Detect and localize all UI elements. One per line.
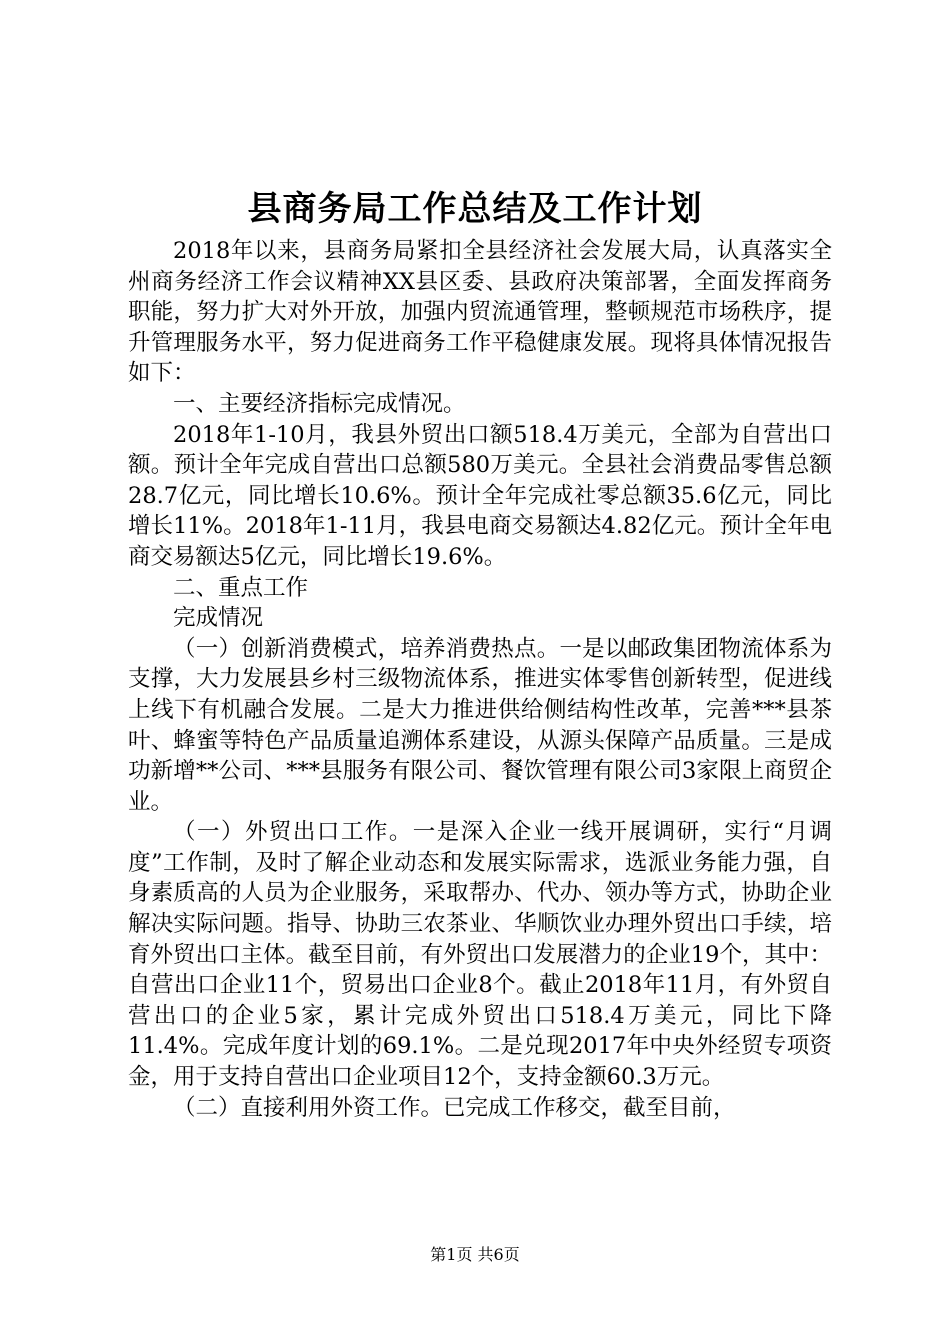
foreign-investment-paragraph: （二）直接利用外资工作。已完成工作移交，截至目前， xyxy=(173,1094,736,1121)
section-heading-key-work: 二、重点工作 xyxy=(173,574,309,601)
section-subheading-completion: 完成情况 xyxy=(173,605,264,632)
section-heading-indicators: 一、主要经济指标完成情况。 xyxy=(173,390,466,417)
page-number-footer: 第1页 共6页 xyxy=(430,1245,520,1264)
document-body xyxy=(128,236,832,1123)
consumption-paragraph: （一）创新消费模式，培养消费热点。一是以邮政集团物流体系为支撑，大力发展县乡村三级物流体系，推进实体零售创新转型，促进线上线下有机融合发展。二是大力推进供给侧结构性改革，完善***县茶叶、蜂蜜等特色产品质量追溯体系建设，从源头保障产品质量。三是成功新增**公司、***县服务有限公司、餐饮管理有限公司3家限上商贸企业。 xyxy=(128,635,832,815)
document-title: 县商务局工作总结及工作计划 xyxy=(247,189,703,229)
indicators-paragraph: 2018年1-10月，我县外贸出口额518.4万美元，全部为自营出口额。预计全年完成自营出口总额580万美元。全县社会消费品零售总额28.7亿元，同比增长10.6%。预计全年完成社零总额35.6亿元，同比增长11%。2018年1-11月，我县电商交易额达4.82亿元。预计全年电商交易额达5亿元，同比增长19.6%。 xyxy=(128,421,832,570)
intro-paragraph: 2018年以来，县商务局紧扣全县经济社会发展大局，认真落实全州商务经济工作会议精神XX县区委、县政府决策部署，全面发挥商务职能，努力扩大对外开放，加强内贸流通管理，整顿规范市场秩序，提升管理服务水平，努力促进商务工作平稳健康发展。现将具体情况报告如下： xyxy=(128,238,832,387)
foreign-trade-paragraph: （一）外贸出口工作。一是深入企业一线开展调研，实行“月调度”工作制，及时了解企业动态和发展实际需求，选派业务能力强，自身素质高的人员为企业服务，采取帮办、代办、领办等方式，协助企业解决实际问题。指导、协助三农茶业、华顺饮业办理外贸出口手续，培育外贸出口主体。截至目前，有外贸出口发展潜力的企业19个，其中：自营出口企业11个，贸易出口企业8个。截止2018年11月，有外贸自营出口的企业5家，累计完成外贸出口518.4万美元，同比下降11.4%。完成年度计划的69.1%。二是兑现2017年中央外经贸专项资金，用于支持自营出口企业项目12个，支持金额60.3万元。 xyxy=(128,819,832,1091)
